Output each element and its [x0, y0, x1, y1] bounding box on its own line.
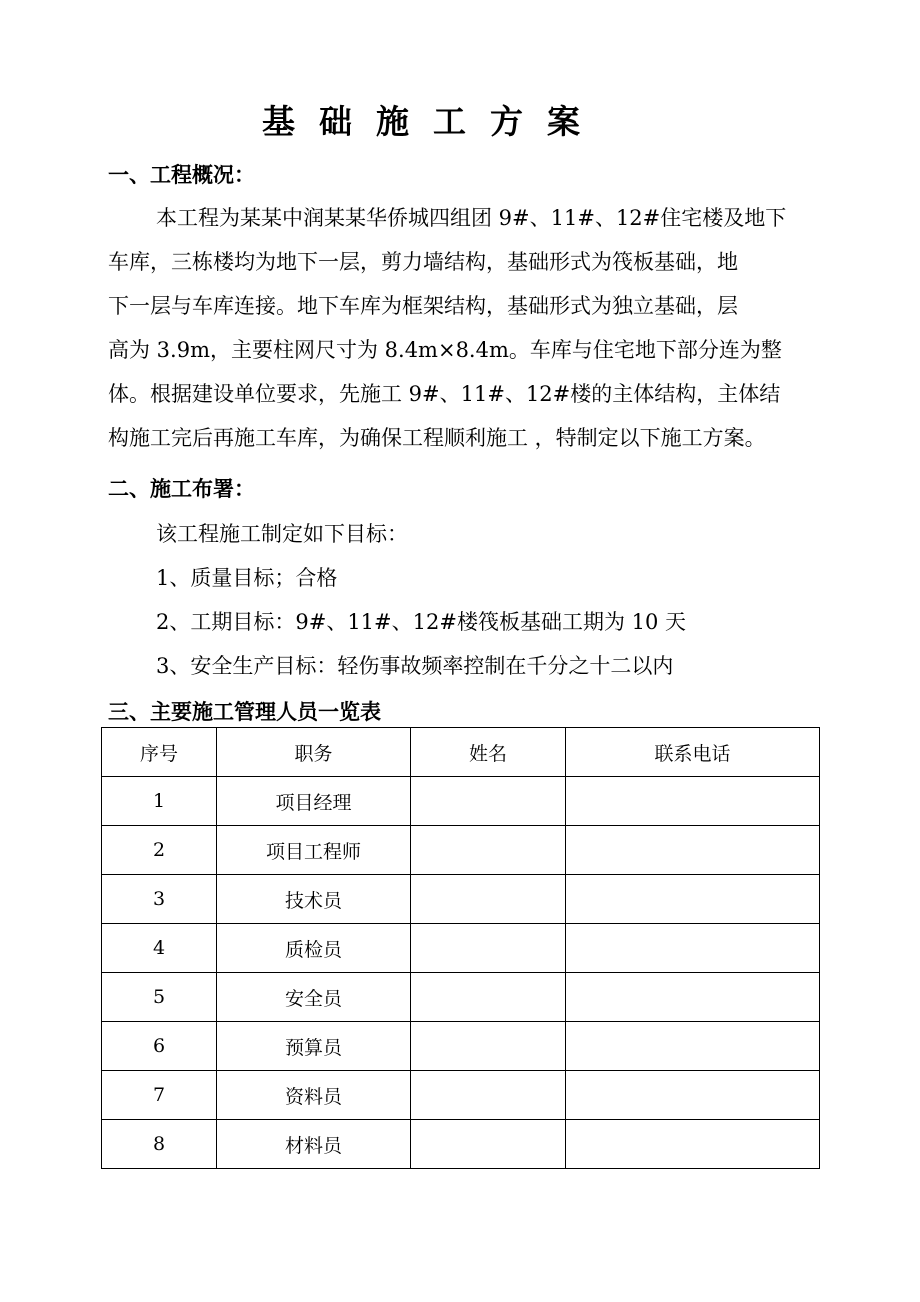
- table-row: [102, 973, 820, 1022]
- cell-position: 项目工程师: [217, 826, 411, 875]
- cell-number: 6: [102, 1022, 217, 1071]
- cell-phone: [566, 1071, 820, 1120]
- cell-position: 材料员: [217, 1120, 411, 1169]
- cell-name: [411, 924, 566, 973]
- table-header-row: [102, 728, 820, 777]
- cell-position: 技术员: [217, 875, 411, 924]
- table-row: [102, 1071, 820, 1120]
- column-header-name: 姓名: [411, 728, 566, 777]
- cell-position: 资料员: [217, 1071, 411, 1120]
- document-title: 基础施工方案: [262, 102, 604, 141]
- cell-number: 8: [102, 1120, 217, 1169]
- cell-position: 安全员: [217, 973, 411, 1022]
- cell-position: 预算员: [217, 1022, 411, 1071]
- table-row: [102, 1022, 820, 1071]
- cell-number: 1: [102, 777, 217, 826]
- cell-position: 质检员: [217, 924, 411, 973]
- paragraph-line: 构施工完后再施工车库，为确保工程顺利施工 ，特制定以下施工方案。: [108, 426, 766, 450]
- overview-paragraph: [108, 196, 820, 460]
- column-header-phone: 联系电话: [566, 728, 820, 777]
- cell-number: 2: [102, 826, 217, 875]
- cell-name: [411, 777, 566, 826]
- safety-goal: 3、安全生产目标：轻伤事故频率控制在千分之十二以内: [156, 654, 674, 678]
- table-row: [102, 875, 820, 924]
- cell-name: [411, 1022, 566, 1071]
- table-row: [102, 1120, 820, 1169]
- cell-name: [411, 826, 566, 875]
- paragraph-line: 本工程为某某中润某某华侨城四组团 9#、11#、12#住宅楼及地下: [156, 206, 787, 230]
- paragraph-line: 车库，三栋楼均为地下一层，剪力墙结构，基础形式为筏板基础，地: [108, 250, 738, 274]
- cell-phone: [566, 875, 820, 924]
- cell-name: [411, 973, 566, 1022]
- column-header-position: 职务: [217, 728, 411, 777]
- section-heading-deployment: 二、施工布署：: [108, 477, 255, 501]
- staff-table: [101, 727, 820, 1169]
- cell-number: 3: [102, 875, 217, 924]
- quality-goal: 1、质量目标；合格: [156, 566, 338, 590]
- section-heading-overview: 一、工程概况：: [108, 163, 255, 187]
- cell-phone: [566, 973, 820, 1022]
- cell-number: 7: [102, 1071, 217, 1120]
- cell-phone: [566, 1120, 820, 1169]
- table-row: [102, 924, 820, 973]
- cell-phone: [566, 924, 820, 973]
- schedule-goal: 2、工期目标：9#、11#、12#楼筏板基础工期为 10 天: [156, 610, 687, 634]
- paragraph-line: 下一层与车库连接。地下车库为框架结构，基础形式为独立基础，层: [108, 294, 738, 318]
- paragraph-line: 高为 3.9m，主要柱网尺寸为 8.4m×8.4m。车库与住宅地下部分连为整: [108, 338, 782, 362]
- cell-phone: [566, 777, 820, 826]
- section-heading-staff: 三、主要施工管理人员一览表: [108, 700, 381, 724]
- goals-intro: 该工程施工制定如下目标：: [156, 522, 408, 546]
- cell-name: [411, 1071, 566, 1120]
- table-row: [102, 777, 820, 826]
- paragraph-line: 体。根据建设单位要求，先施工 9#、11#、12#楼的主体结构，主体结: [108, 382, 781, 406]
- cell-name: [411, 1120, 566, 1169]
- cell-position: 项目经理: [217, 777, 411, 826]
- cell-name: [411, 875, 566, 924]
- cell-phone: [566, 1022, 820, 1071]
- cell-number: 5: [102, 973, 217, 1022]
- column-header-number: 序号: [102, 728, 217, 777]
- table-row: [102, 826, 820, 875]
- cell-phone: [566, 826, 820, 875]
- cell-number: 4: [102, 924, 217, 973]
